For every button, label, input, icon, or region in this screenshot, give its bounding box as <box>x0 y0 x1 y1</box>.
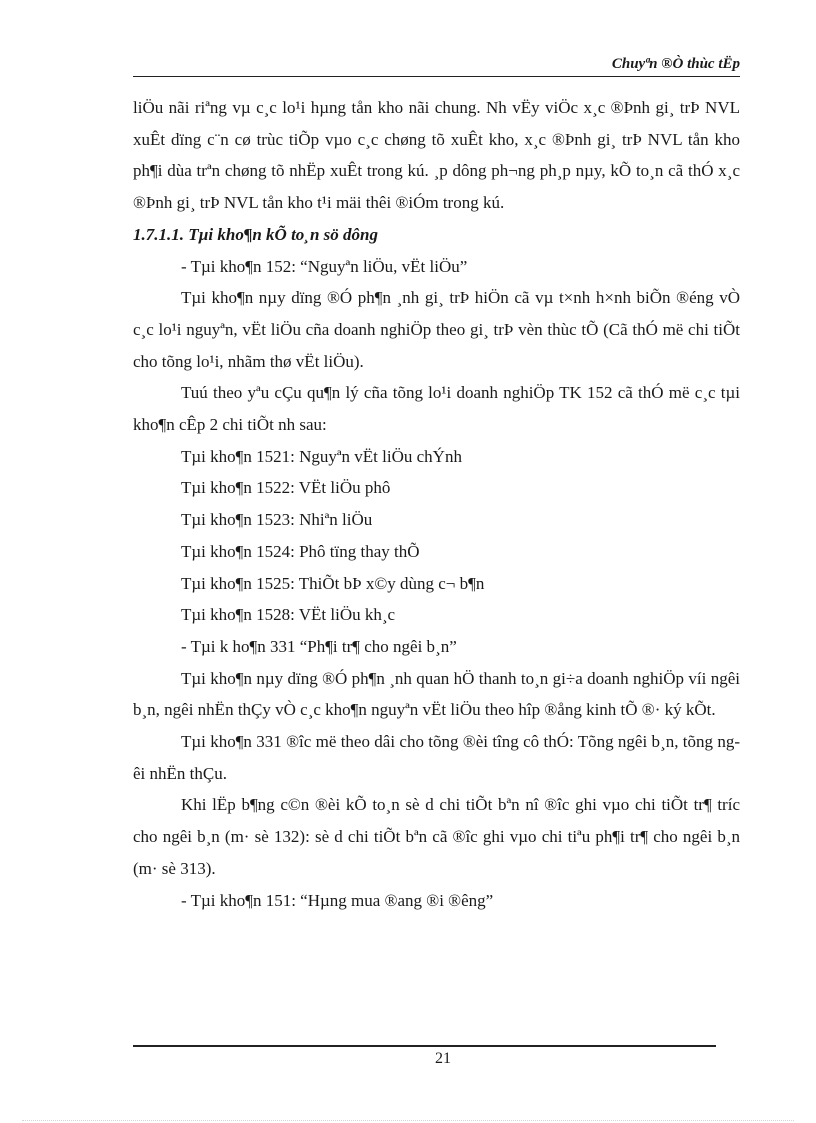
page-edge <box>22 1120 794 1122</box>
subaccount-1524: Tµi kho¶n 1524: Phô tïng thay thÕ <box>181 541 420 561</box>
page-number: 21 <box>435 1050 451 1067</box>
subaccount-1521: Tµi kho¶n 1521: Nguyªn vËt liÖu chÝnh <box>181 446 462 466</box>
account-152-title: - Tµi kho¶n 152: “Nguyªn liÖu, vËt liÖu” <box>181 256 468 276</box>
subaccount-1528: Tµi kho¶n 1528: VËt liÖu kh¸c <box>181 605 396 625</box>
footer-rule <box>133 1045 716 1047</box>
document-body <box>133 92 740 916</box>
paragraph-intro: liÖu nãi riªng vµ c¸c lo¹i hµng tån kho nãi chung. Nh vËy viÖc x¸c ®Þnh gi¸ trÞ NVL xuÊt dïng c¨n cø trùc tiÕp vµo c¸c chøng tõ xuÊt kho, x¸c ®Þnh gi¸ trÞ NVL tån kho ph¶i dùa trªn chøng tõ nhËp xuÊt trong kú. ¸p dông ph¬ng ph¸p nµy, kÕ to¸n cã thÓ x¸c ®Þnh gi¸ trÞ NVL tån kho t¹i mäi thêi ®iÓm trong kú. <box>133 98 740 213</box>
subaccount-1523: Tµi kho¶n 1523: Nhiªn liÖu <box>181 510 373 530</box>
account-151-title: - Tµi kho¶n 151: “Hµng mua ®ang ®i ®êng” <box>181 890 494 910</box>
running-header: Chuyªn ®Ò thùc tËp <box>611 56 740 72</box>
account-331-balance-note: Khi lËp b¶ng c©n ®èi kÕ to¸n sè d chi tiÕt bªn nî ®îc ghi vµo chi tiÕt tr¶ tríc cho ngêi b¸n (m· sè 132): sè d chi tiÕt bªn cã ®îc ghi vµo chi tiªu ph¶i tr¶ cho ngêi b¸n (m· sè 313). <box>133 795 740 878</box>
account-152-desc: Tµi kho¶n nµy dïng ®Ó ph¶n ¸nh gi¸ trÞ hiÖn cã vµ t×nh h×nh biÕn ®éng vÒ c¸c lo¹i nguyªn, vËt liÖu cña doanh nghiÖp theo gi¸ trÞ vèn thùc tÕ (Cã thÓ më chi tiÕt cho tõng lo¹i, nhãm thø vËt liÖu). <box>133 288 740 371</box>
account-152-subaccounts-intro: Tuú theo yªu cÇu qu¶n lý cña tõng lo¹i doanh nghiÖp TK 152 cã thÓ më c¸c tµi kho¶n cÊp 2 chi tiÕt nh sau: <box>133 383 740 435</box>
section-heading: 1.7.1.1. Tµi kho¶n kÕ to¸n sö dông <box>133 224 378 244</box>
account-331-tracking: Tµi kho¶n 331 ®îc më theo dâi cho tõng ®èi tîng cô thÓ: Tõng ngêi b¸n, tõng ngêi nhËn thÇu. <box>133 732 740 783</box>
subaccount-1525: Tµi kho¶n 1525: ThiÕt bÞ x©y dùng c¬ b¶n <box>181 573 485 593</box>
header-rule <box>133 76 740 77</box>
account-331-title: - Tµi k ho¶n 331 “Ph¶i tr¶ cho ngêi b¸n” <box>181 636 457 656</box>
account-331-desc: Tµi kho¶n nµy dïng ®Ó ph¶n ¸nh quan hÖ thanh to¸n gi÷a doanh nghiÖp víi ngêi b¸n, ngêi nhËn thÇy vÒ c¸c kho¶n nguyªn vËt liÖu theo hîp ®ång kinh tÕ ®· ký kÕt. <box>133 668 740 720</box>
subaccount-1522: Tµi kho¶n 1522: VËt liÖu phô <box>181 478 391 498</box>
